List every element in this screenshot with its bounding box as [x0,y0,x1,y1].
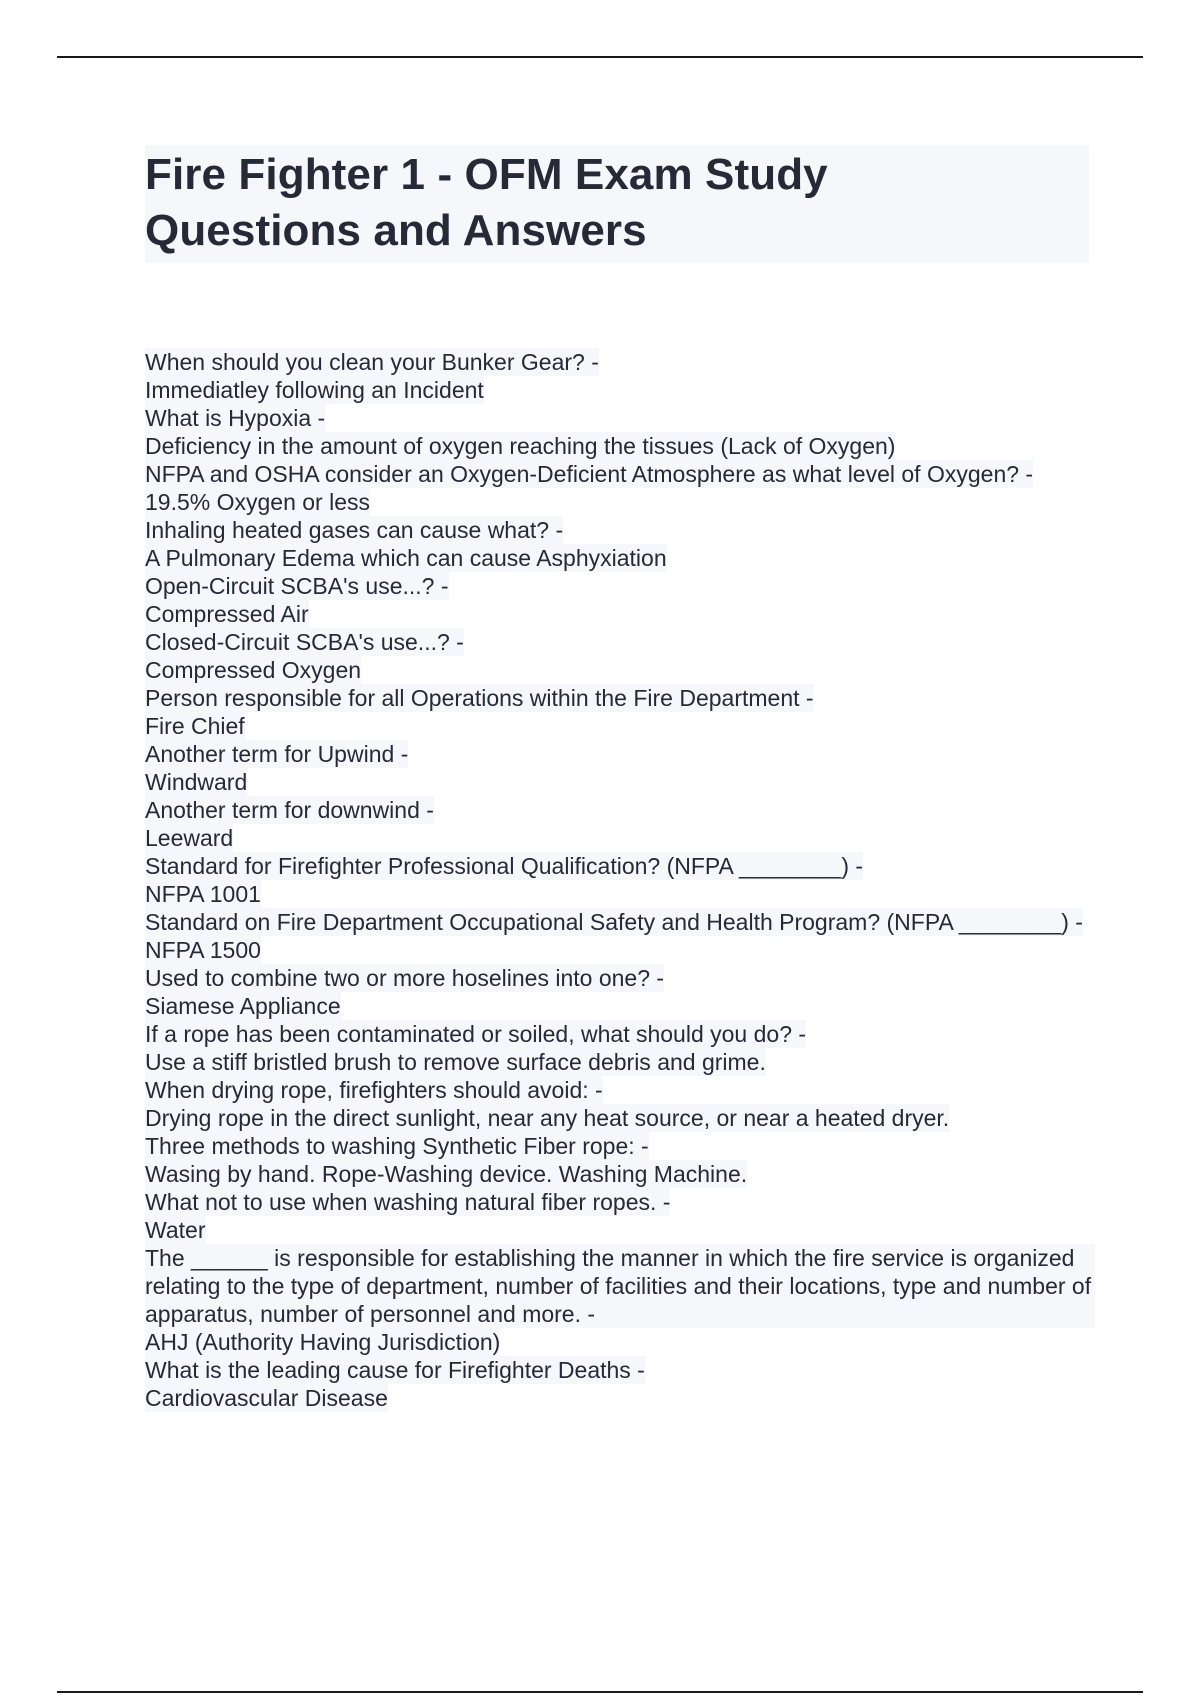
qa-item [145,1188,1095,1244]
qa-item [145,404,1095,460]
question-text: When should you clean your Bunker Gear? - [145,349,599,375]
question-text: Closed-Circuit SCBA's use...? - [145,629,464,655]
question-text: What is the leading cause for Firefighter Deaths - [145,1357,645,1383]
qa-item [145,628,1095,684]
qa-item [145,796,1095,852]
question-text: If a rope has been contaminated or soiled, what should you do? - [145,1021,807,1047]
answer-text: Immediatley following an Incident [145,377,484,403]
title-block [145,145,1089,263]
document-title-line-2: Questions and Answers [145,206,647,255]
qa-item [145,852,1095,908]
qa-item [145,908,1095,964]
question-text: Inhaling heated gases can cause what? - [145,517,564,543]
document-title [145,147,1089,259]
qa-item [145,516,1095,572]
question-text: Another term for downwind - [145,797,434,823]
answer-text: Wasing by hand. Rope-Washing device. Washing Machine. [145,1161,748,1187]
answer-text: Use a stiff bristled brush to remove surface debris and grime. [145,1049,766,1075]
answer-text: NFPA 1001 [145,881,261,907]
question-text: NFPA and OSHA consider an Oxygen-Deficient Atmosphere as what level of Oxygen? - [145,461,1034,487]
question-text: Standard on Fire Department Occupational Safety and Health Program? (NFPA ________) - [145,909,1083,935]
qa-item [145,348,1095,404]
qa-item [145,964,1095,1020]
question-text: Person responsible for all Operations within the Fire Department - [145,685,814,711]
qa-item [145,572,1095,628]
qa-item [145,1020,1095,1076]
answer-text: Siamese Appliance [145,993,341,1019]
answer-text: 19.5% Oxygen or less [145,489,371,515]
question-text: Open-Circuit SCBA's use...? - [145,573,449,599]
answer-text: Windward [145,769,248,795]
answer-text: Compressed Air [145,601,309,627]
answer-text: Water [145,1217,206,1243]
document-title-line-1: Fire Fighter 1 - OFM Exam Study [145,150,828,199]
answer-text: A Pulmonary Edema which can cause Asphyxiation [145,545,667,571]
qa-item [145,740,1095,796]
answer-text: Fire Chief [145,713,245,739]
answer-text: Cardiovascular Disease [145,1385,388,1411]
question-text: What is Hypoxia - [145,405,326,431]
answer-text: AHJ (Authority Having Jurisdiction) [145,1329,501,1355]
question-text: Three methods to washing Synthetic Fiber rope: - [145,1133,649,1159]
qa-item [145,1132,1095,1188]
page-top-rule [57,56,1143,58]
answer-text: NFPA 1500 [145,937,261,963]
question-text: What not to use when washing natural fiber ropes. - [145,1189,671,1215]
answer-text: Compressed Oxygen [145,657,362,683]
qa-item [145,684,1095,740]
question-text: Used to combine two or more hoselines into one? - [145,965,665,991]
qa-list [145,348,1098,1412]
answer-text: Deficiency in the amount of oxygen reaching the tissues (Lack of Oxygen) [145,433,896,459]
qa-item [145,1076,1095,1132]
qa-item [145,1356,1095,1412]
question-text: Standard for Firefighter Professional Qualification? (NFPA ________) - [145,853,864,879]
qa-item [145,460,1095,516]
answer-text: Leeward [145,825,234,851]
answer-text: Drying rope in the direct sunlight, near any heat source, or near a heated dryer. [145,1105,950,1131]
page-bottom-rule [57,1691,1143,1693]
question-text: Another term for Upwind - [145,741,409,767]
qa-item [145,1244,1098,1356]
question-text: The ______ is responsible for establishing the manner in which the fire service is organized relating to the type of department, number of facilities and their locations, type and number of apparatus, number of personnel and more. - [145,1245,1098,1327]
question-text: When drying rope, firefighters should avoid: - [145,1077,603,1103]
